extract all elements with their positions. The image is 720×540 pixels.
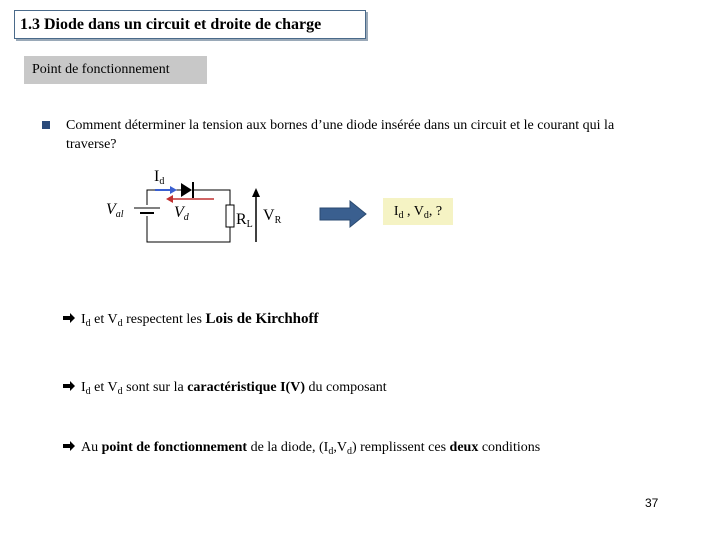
current-arrow-head	[170, 186, 177, 194]
resistor-voltage-arrow-head	[252, 188, 260, 197]
page-number: 37	[645, 496, 659, 510]
wire-top	[147, 190, 181, 205]
question-text: Comment déterminer la tension aux bornes d’une diode insérée dans un circuit et le courant qui la traverse?	[66, 118, 615, 152]
resistor-label: $R_L$	[236, 211, 253, 230]
unknowns-box: $I_d$ , $V_d$, ?	[383, 198, 453, 225]
diode-voltage-arrow-head	[166, 195, 173, 203]
implies-arrow-icon	[320, 201, 366, 227]
diode-voltage-label: $V_d$	[174, 204, 189, 223]
right-arrow-icon	[62, 440, 76, 452]
current-label: $I_d$	[154, 168, 165, 187]
statement-operating-point: Au point de fonctionnement de la diode, $(I_d,V_d)$ remplissent ces deux conditions	[62, 440, 540, 457]
slide-title: 1.3 Diode dans un circuit et droite de charge	[14, 10, 366, 39]
resistor-symbol	[226, 205, 234, 227]
wire-top-right	[193, 190, 230, 205]
diode-icon	[181, 183, 192, 197]
resistor-voltage-label: $V_R$	[263, 207, 282, 226]
statement-kirchhoff: $I_d$ et $V_d$ respectent les Lois de Kirchhoff	[62, 311, 319, 329]
right-arrow-icon	[62, 380, 76, 392]
section-label: Point de fonctionnement	[24, 56, 207, 84]
statement-characteristic: $I_d$ et $V_d$ sont sur la caractéristique I(V) du composant	[62, 380, 387, 397]
source-voltage-label: $V_{al}$	[106, 201, 124, 220]
right-arrow-icon	[62, 312, 76, 324]
